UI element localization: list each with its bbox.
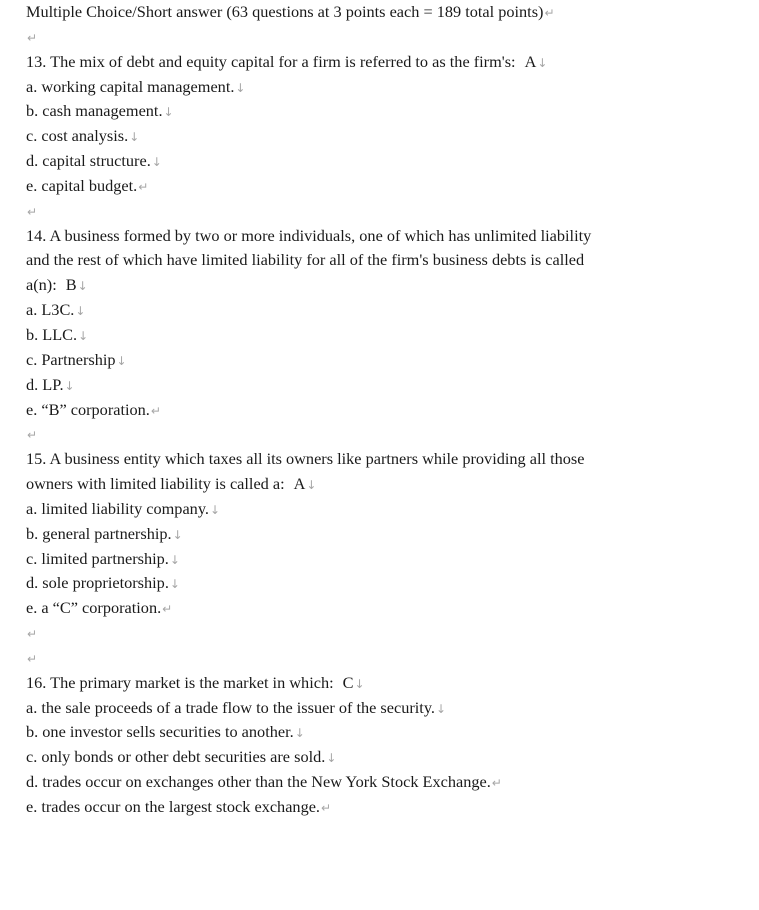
empty-paragraph	[26, 621, 746, 646]
paragraph-mark-icon: ↵	[150, 403, 161, 418]
line-break-icon: ↓	[169, 577, 180, 592]
document-page	[26, 0, 746, 820]
question-14-answer: B	[65, 275, 77, 295]
paragraph-mark-icon: ↵	[27, 651, 38, 666]
line-break-icon: ↓	[129, 130, 140, 145]
paragraph-mark-icon: ↵	[321, 801, 332, 815]
line-break-icon: ↓	[209, 502, 221, 517]
line-break-icon: ↓	[75, 304, 86, 319]
paragraph-mark-icon: ↵	[544, 6, 555, 20]
question-16-answer: C	[342, 672, 354, 692]
line-break-icon: ↓	[537, 55, 548, 70]
question-16-stem: 16. The primary market is the market in which: C↓	[26, 672, 365, 692]
question-16-option-a: a. the sale proceeds of a trade flow to the issuer of the security.↓	[26, 697, 447, 717]
paragraph-mark-icon: ↵	[27, 428, 38, 443]
question-14-stem-line-3: a(n): B↓	[26, 275, 88, 295]
question-14-option-c: c. Partnership↓	[26, 349, 127, 369]
paragraph-mark-icon: ↵	[138, 179, 149, 194]
question-16-option-e: e. trades occur on the largest stock exchange.↵	[26, 797, 332, 816]
question-16-option-c: c. only bonds or other debt securities are sold.↓	[26, 747, 337, 767]
question-15-stem-line-2: owners with limited liability is called a: A↓	[26, 474, 317, 494]
question-15-option-b: b. general partnership.↓	[26, 523, 183, 543]
document-header	[26, 0, 746, 25]
line-break-icon: ↓	[172, 527, 183, 542]
question-15-option-e: e. a “C” corporation.↵	[26, 598, 173, 618]
question-15-option-d: d. sole proprietorship.↓	[26, 573, 180, 593]
line-break-icon: ↓	[163, 105, 174, 120]
paragraph-mark-icon: ↵	[27, 204, 38, 219]
line-break-icon: ↓	[116, 353, 127, 368]
question-14-option-a: a. L3C.↓	[26, 300, 86, 320]
header-text: Multiple Choice/Short answer (63 questions at 3 points each = 189 total points)	[26, 2, 544, 21]
line-break-icon: ↓	[294, 726, 305, 741]
question-14-option-b: b. LLC.↓	[26, 324, 89, 344]
line-break-icon: ↓	[306, 478, 317, 493]
paragraph-mark-icon: ↵	[491, 776, 502, 791]
question-14-option-e: e. “B” corporation.↵	[26, 399, 161, 419]
line-break-icon: ↓	[77, 279, 88, 294]
question-13-option-b: b. cash management.↓	[26, 101, 174, 121]
question-15-option-c: c. limited partnership.↓	[26, 548, 180, 568]
question-13-option-d: d. capital structure.↓	[26, 151, 162, 171]
question-15-answer: A	[293, 474, 306, 494]
question-14-stem-line-2: and the rest of which have limited liability for all of the firm's business debts is called	[26, 250, 585, 270]
line-break-icon: ↓	[78, 328, 89, 343]
question-13-answer: A	[524, 51, 537, 71]
line-break-icon: ↓	[354, 676, 365, 691]
question-16-option-d: d. trades occur on exchanges other than the New York Stock Exchange.↵	[26, 772, 502, 792]
empty-paragraph	[26, 422, 746, 447]
question-14-stem-line-1: 14. A business formed by two or more individuals, one of which has unlimited liability	[26, 225, 592, 245]
line-break-icon: ↓	[326, 751, 337, 766]
question-13-option-e: e. capital budget.↵	[26, 175, 149, 195]
line-break-icon: ↓	[235, 80, 246, 95]
empty-paragraph	[26, 25, 746, 50]
line-break-icon: ↓	[169, 552, 180, 567]
line-break-icon: ↓	[151, 155, 162, 170]
paragraph-mark-icon: ↵	[27, 627, 38, 642]
line-break-icon: ↓	[64, 378, 75, 393]
paragraph-mark-icon: ↵	[27, 30, 38, 45]
question-13-option-c: c. cost analysis.↓	[26, 126, 140, 146]
question-13-stem: 13. The mix of debt and equity capital for a firm is referred to as the firm's: A↓	[26, 51, 548, 71]
question-13-option-a: a. working capital management.↓	[26, 76, 246, 96]
paragraph-mark-icon: ↵	[162, 602, 173, 617]
empty-paragraph	[26, 199, 746, 224]
question-15-stem-line-1: 15. A business entity which taxes all its owners like partners while providing all those	[26, 449, 585, 469]
line-break-icon: ↓	[436, 701, 447, 716]
question-16-option-b: b. one investor sells securities to another.↓	[26, 722, 305, 742]
question-14-option-d: d. LP.↓	[26, 374, 75, 394]
empty-paragraph	[26, 646, 746, 671]
question-15-option-a: a. limited liability company.↓	[26, 498, 221, 518]
